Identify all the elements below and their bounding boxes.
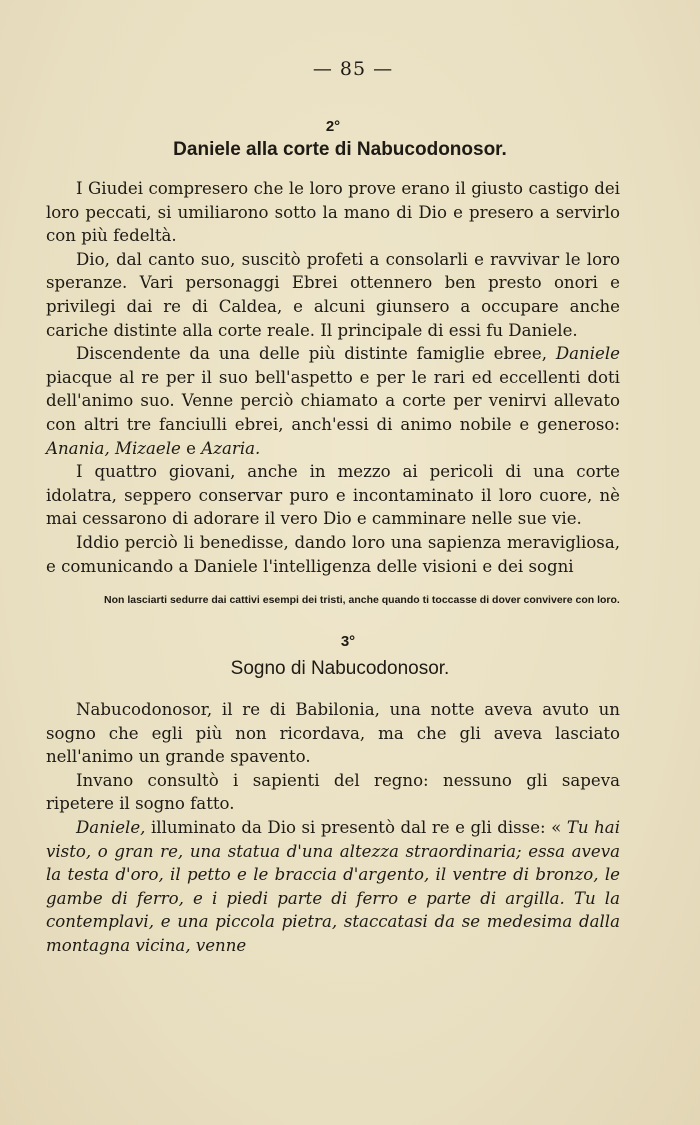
paragraph-text: e — [180, 438, 202, 458]
section-2-title: Daniele alla corte di Nabucodonosor. — [173, 139, 507, 160]
moral-note: Non lasciarti sedurre dai cattivi esempi dei tristi, anche quando ti toccasse di dover convivere con loro. — [104, 594, 620, 607]
italic-quote: Tu hai visto, o gran re, una statua d'una altezza straordinaria; essa aveva la testa d'oro, il petto e le braccia d'argento, il ventre di bronzo, le gambe di ferro, e i piedi parte di ferro e parte di argilla. Tu la contemplavi, e una piccola pietra, staccatasi da se medesima dalla montagna vicina, venne — [46, 818, 620, 956]
paragraph: Iddio perciò li benedisse, dando loro una sapienza meravigliosa, e comunicando a Daniele l'intelligenza delle visioni e dei sogni — [46, 532, 620, 576]
page-number: — 85 — — [312, 58, 394, 80]
paragraph-text: Discendente da una delle più distinte famiglie ebree, — [76, 344, 556, 364]
paragraph: Nabucodonosor, il re di Babilonia, una notte aveva avuto un sogno che egli più non ricordava, ma che gli aveva lasciato nell'animo un grande spavento. — [46, 700, 620, 767]
paragraph: I Giudei compresero che le loro prove erano il giusto castigo dei loro peccati, si umiliarono sotto la mano di Dio e presero a servirlo con più fedeltà. — [46, 179, 620, 246]
italic-name: Daniele, — [76, 818, 146, 838]
paragraph-text: illuminato da Dio si presentò dal re e gli disse: « — [145, 818, 567, 838]
section-2-number: 2° — [325, 118, 341, 135]
paragraph: Dio, dal canto suo, suscitò profeti a consolarli e ravvivar le loro speranze. Vari personaggi Ebrei ottennero ben presto onori e privilegi dai re di Caldea, e alcuni giunsero a occupare anche cariche distinte alla corte reale. Il principale di essi fu Daniele. — [46, 249, 620, 340]
paragraph: Invano consultò i sapienti del regno: nessuno gli sapeva ripetere il sogno fatto. — [46, 770, 620, 814]
paragraph: I quattro giovani, anche in mezzo ai pericoli di una corte idolatra, seppero conservar puro e incontaminato il loro cuore, nè mai cessarono di adorare il vero Dio e camminare nelle sue vie. — [46, 462, 620, 529]
italic-names: Anania, Mizaele — [46, 438, 181, 458]
italic-name: Daniele — [555, 344, 620, 364]
paragraph-text: piacque al re per il suo bell'aspetto e per le rari ed eccellenti doti dell'animo suo. Venne perciò chiamato a corte per venirvi allevato con altri tre fanciulli ebrei, anch'essi di animo nobile e generoso: — [46, 367, 620, 434]
section-3-title: Sogno di Nabucodonosor. — [230, 658, 450, 680]
section-3-number: 3° — [340, 633, 356, 651]
italic-name: Azaria. — [201, 438, 261, 458]
paragraph — [46, 816, 620, 958]
paragraph — [46, 342, 620, 460]
